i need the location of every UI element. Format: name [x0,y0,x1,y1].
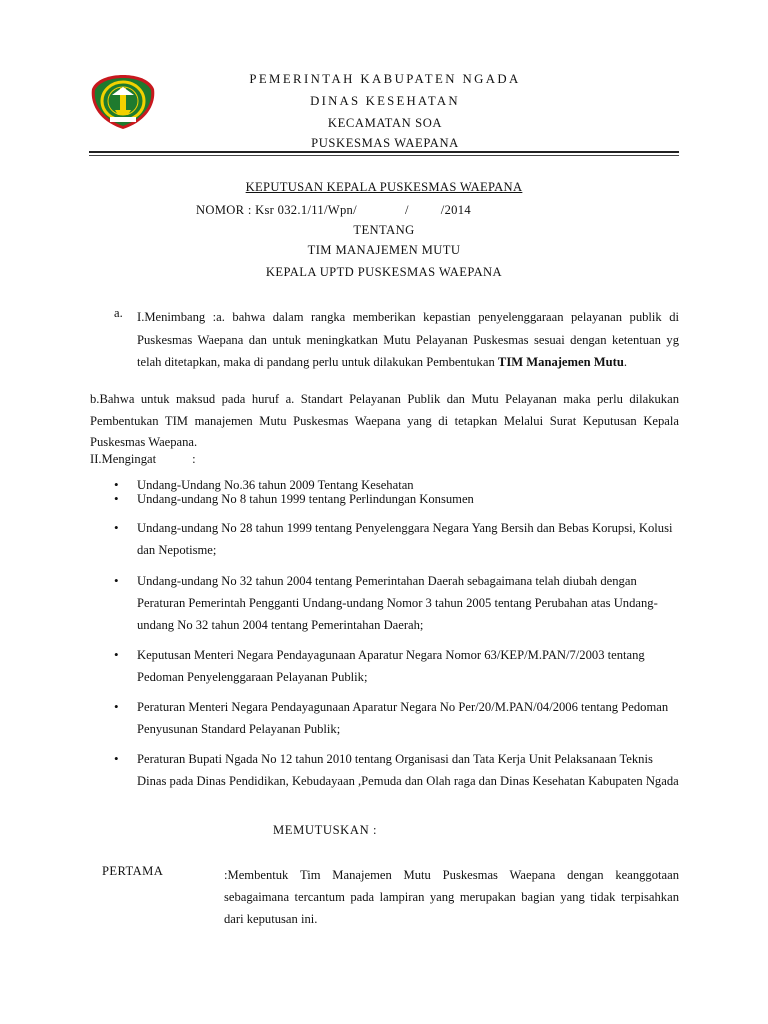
bullet-icon: • [114,477,119,492]
decree-number [196,203,471,218]
list-item-text: Undang-undang No 28 tahun 1999 tentang Penyelenggara Negara Yang Bersih dan Bebas Korupsi, Kolusi dan Nepotisme; [137,521,673,557]
list-item-text: Undang-undang No 32 tahun 2004 tentang Pemerintahan Daerah sebagaimana telah diubah dengan Peraturan Pemerintah Pengganti Undang-undang Nomor 3 tahun 2005 tentang Perubahan atas Undang-undang No 32 tahun 2004 tentang Pemerintahan Daerah; [137,574,658,632]
header-puskesmas: PUSKESMAS WAEPANA [311,136,459,150]
list-item-text: Undang-undang No 8 tahun 1999 tentang Perlindungan Konsumen [137,492,474,506]
decree-number-year: /2014 [440,203,471,217]
mengingat-label: II.Mengingat [90,452,157,466]
ngada-regency-emblem-icon [88,73,158,131]
decree-issuer: KEPALA UPTD PUSKESMAS WAEPANA [265,265,503,279]
bullet-icon: • [114,699,119,714]
menimbang-label: a. [114,306,123,320]
header-district: KECAMATAN SOA [327,116,443,130]
header-rule-thin [89,155,679,156]
bullet-icon: • [114,491,119,506]
decree-number-prefix: NOMOR : Ksr 032.1/11/Wpn/ [196,203,357,217]
menimbang-a-end: . [623,355,628,369]
bullet-icon: • [114,573,119,588]
list-item-text: Keputusan Menteri Negara Pendayagunaan Aparatur Negara Nomor 63/KEP/M.PAN/7/2003 tentang Pedoman Penyelenggaraan Pelayanan Publik; [137,648,645,684]
header-department: DINAS KESEHATAN [310,94,460,108]
menimbang-point-a [137,306,679,374]
list-item-text: Undang-Undang No.36 tahun 2009 Tentang Kesehatan [137,478,414,492]
menimbang-a-text: I.Menimbang :a. bahwa dalam rangka memberikan kepastian penyelenggaraan pelayanan publik di Puskesmas Waepana dan untuk meningkatkan Mutu Pelayanan Puskesmas sesuai dengan ketentuan yg telah ditetapkan, maka di pandang perlu untuk dilakukan Pembentukan [137,310,679,369]
pertama-label: PERTAMA [102,864,164,878]
header-rule-thick [89,151,679,153]
list-item-text: Peraturan Menteri Negara Pendayagunaan Aparatur Negara No Per/20/M.PAN/04/2006 tentang Pedoman Penyusunan Standard Pelayanan Publik; [137,700,669,736]
mengingat-colon: : [192,452,196,466]
pertama-text: :Membentuk Tim Manajemen Mutu Puskesmas Waepana dengan keanggotaan sebagaimana tercantum pada lampiran yang merupakan bagian yang tidak terpisahkan dari keputusan ini. [224,868,679,926]
decree-title: KEPUTUSAN KEPALA PUSKESMAS WAEPANA [245,180,523,194]
decree-number-sep: / [404,203,409,217]
decree-subject: TIM MANAJEMEN MUTU [307,243,461,257]
menimbang-a-bold: TIM Manajemen Mutu [497,355,624,369]
list-item-text: Peraturan Bupati Ngada No 12 tahun 2010 tentang Organisasi dan Tata Kerja Unit Pelaksanaan Teknis Dinas pada Dinas Pendidikan, Kebudayaan ,Pemuda dan Olah raga dan Dinas Kesehatan Kabupaten Ngada [137,752,679,788]
bullet-icon: • [114,647,119,662]
bullet-icon: • [114,751,119,766]
header-government: PEMERINTAH KABUPATEN NGADA [249,72,521,86]
menimbang-point-b: b.Bahwa untuk maksud pada huruf a. Standart Pelayanan Publik dan Mutu Pelayanan maka perlu dilakukan Pembentukan TIM manajemen Mutu Puskesmas Waepana yang di tetapkan Melalui Surat Keputusan Kepala Puskesmas Waepana. [90,392,679,449]
decree-tentang: TENTANG [353,223,415,237]
bullet-icon: • [114,520,119,535]
mengingat-heading [90,452,196,467]
memutuskan-heading: MEMUTUSKAN : [273,823,378,837]
